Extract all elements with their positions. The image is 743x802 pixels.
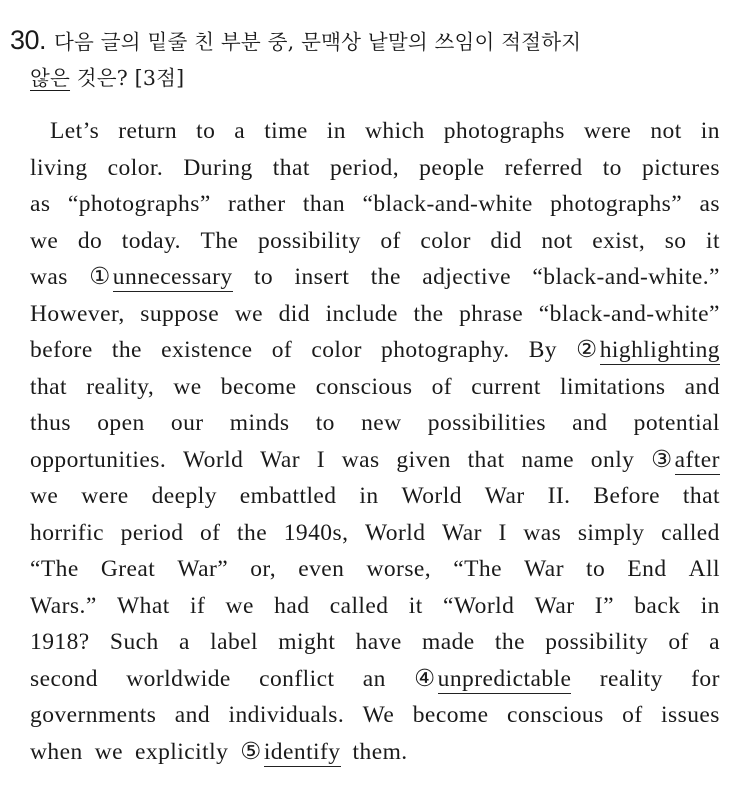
passage-word: become: [412, 702, 489, 728]
underlined-choice: [576, 332, 720, 369]
passage-word: label: [210, 629, 259, 655]
passage-word: possibilities: [427, 410, 546, 436]
passage-word: I: [316, 446, 325, 473]
choice-marker: ③: [651, 446, 673, 473]
passage-line: [30, 515, 720, 552]
passage-word: it: [408, 592, 423, 619]
passage-word: before: [30, 337, 93, 363]
passage-word: rather: [228, 191, 286, 217]
passage-word: back: [634, 592, 681, 619]
passage-word: All: [688, 556, 720, 582]
passage-word: period: [120, 519, 184, 546]
underlined-choice: [89, 259, 232, 296]
passage-word: What: [117, 592, 170, 619]
passage-word: of: [431, 373, 453, 400]
passage-word: By: [528, 337, 558, 363]
passage-word: second: [30, 665, 98, 692]
passage-word: simply: [577, 519, 645, 546]
passage-word: them.: [352, 738, 408, 765]
passage-word: Wars.”: [30, 592, 97, 619]
passage-word: War: [484, 483, 525, 509]
question-stem: [10, 22, 722, 96]
passage-word: reality: [599, 665, 663, 692]
passage-word: conscious: [506, 702, 604, 728]
passage-word: Great: [100, 556, 156, 582]
passage-word: today.: [121, 227, 182, 254]
choice-marker: ①: [89, 264, 111, 290]
passage-word: “black-and-white.”: [532, 264, 720, 290]
choice-word: unpredictable: [437, 665, 572, 692]
passage-word: II.: [547, 483, 571, 509]
passage-word: to: [602, 154, 622, 181]
passage-word: to: [315, 410, 335, 436]
passage-word: reality,: [86, 373, 155, 400]
passage-word: called: [329, 592, 389, 619]
passage-word: name: [521, 446, 575, 473]
passage-word: photographs”: [550, 191, 683, 217]
passage-word: did: [278, 300, 310, 327]
passage-word: deeply: [151, 483, 217, 509]
passage-word: was: [523, 519, 562, 546]
passage-word: a: [178, 629, 190, 655]
choice-word: highlighting: [599, 337, 720, 363]
passage-word: and: [174, 702, 211, 728]
passage-word: and: [572, 410, 608, 436]
passage-word: color.: [107, 154, 164, 181]
passage-word: in: [326, 118, 346, 144]
passage-line: [30, 223, 720, 260]
passage-word: a: [234, 118, 246, 144]
choice-marker: ⑤: [240, 738, 262, 765]
passage-word: were: [583, 118, 632, 144]
passage-word: of: [668, 629, 689, 655]
passage-word: even: [298, 556, 345, 582]
passage-word: or,: [250, 556, 277, 582]
passage-line: [30, 405, 720, 442]
passage-word: During: [183, 154, 253, 181]
passage-word: of: [199, 519, 221, 546]
passage-word: worse,: [366, 556, 432, 582]
passage-word: an: [362, 665, 386, 692]
passage-word: include: [325, 300, 398, 327]
passage-word: horrific: [30, 519, 105, 546]
passage-word: not: [541, 227, 573, 254]
passage-word: that: [682, 483, 720, 509]
passage-line: [30, 442, 720, 479]
passage-word: photographs: [443, 118, 565, 144]
passage-word: possibility: [545, 629, 649, 655]
passage-word: living: [30, 154, 88, 181]
passage-word: when: [30, 738, 83, 765]
passage-word: I”: [594, 592, 614, 619]
passage-word: suppose: [140, 300, 220, 327]
passage-word: than: [302, 191, 346, 217]
passage-word: as: [699, 191, 720, 217]
passage-word: our: [170, 410, 204, 436]
passage-word: did: [490, 227, 522, 254]
passage-word: to: [253, 264, 274, 290]
passage-word: become: [220, 373, 297, 400]
passage-word: Such: [109, 629, 159, 655]
passage-word: “World: [443, 592, 515, 619]
passage-word: World: [182, 446, 244, 473]
passage-word: War: [534, 592, 575, 619]
passage-word: and: [684, 373, 720, 400]
passage-word: Before: [593, 483, 660, 509]
passage-line: [30, 296, 720, 333]
underlined-choice: [414, 661, 571, 698]
passage-word: of: [380, 227, 401, 254]
passage-word: as: [30, 191, 51, 217]
passage-word: insert: [294, 264, 350, 290]
question-text: 다음 글의 밑줄 친 부분 중, 문맥상 낱말의 쓰임이 적절하지: [54, 30, 582, 54]
passage-word: “black-and-white: [362, 191, 533, 217]
passage-word: War: [441, 519, 482, 546]
passage-word: explicitly: [135, 738, 229, 765]
passage-line: [30, 259, 720, 296]
choice-word: after: [674, 446, 720, 473]
question-text-end: 것은? [3점]: [70, 66, 185, 90]
passage-word: World: [365, 519, 426, 546]
passage-word: was: [341, 446, 380, 473]
passage-word: phrase: [459, 300, 524, 327]
passage-word: we: [94, 738, 124, 765]
question-underlined-word: 않은: [30, 66, 71, 90]
choice-marker: ②: [576, 337, 598, 363]
passage-word: War: [524, 556, 564, 582]
passage-word: individuals.: [228, 702, 345, 728]
passage-word: potential: [633, 410, 720, 436]
passage-word: World: [401, 483, 462, 509]
underlined-choice: [651, 442, 720, 479]
passage-word: given: [396, 446, 451, 473]
passage-word: End: [627, 556, 667, 582]
passage-word: conscious: [315, 373, 413, 400]
passage-word: called: [661, 519, 720, 546]
passage-word: “The: [453, 556, 502, 582]
passage-word: in: [700, 592, 720, 619]
question-number: 30.: [10, 25, 47, 55]
underlined-choice: [240, 734, 340, 771]
passage-word: “black-and-white”: [538, 300, 720, 327]
passage-word: was: [30, 264, 68, 290]
choice-word: identify: [263, 738, 341, 765]
passage-word: had: [274, 592, 310, 619]
passage-word: issues: [661, 702, 720, 728]
passage-word: worldwide: [126, 665, 231, 692]
passage-line: [30, 551, 720, 588]
passage-word: we: [225, 592, 254, 619]
passage-word: that: [467, 446, 505, 473]
passage-line: [30, 113, 720, 150]
passage-word: people: [419, 154, 485, 181]
passage-word: in: [359, 483, 379, 509]
passage-word: possibility: [257, 227, 361, 254]
passage-word: embattled: [239, 483, 337, 509]
passage-word: for: [691, 665, 720, 692]
passage-word: to: [586, 556, 606, 582]
passage-word: time: [264, 118, 308, 144]
passage-word: which: [365, 118, 425, 144]
passage-word: War”: [177, 556, 229, 582]
passage-word: we: [30, 227, 59, 254]
passage-word: photography.: [381, 337, 510, 363]
passage-word: new: [361, 410, 402, 436]
passage-line: [30, 624, 720, 661]
passage-line: [30, 478, 720, 515]
passage-line: [30, 661, 720, 698]
passage-word: we: [30, 483, 59, 509]
passage-line: [30, 369, 720, 406]
question-line-1: [10, 22, 722, 60]
passage-word: The: [200, 227, 239, 254]
passage-word: color: [420, 227, 471, 254]
passage-word: current: [471, 373, 541, 400]
passage-word: to: [196, 118, 216, 144]
passage-word: “photographs”: [67, 191, 211, 217]
passage-word: we: [234, 300, 264, 327]
passage-line: [30, 734, 720, 771]
passage-word: were: [81, 483, 129, 509]
passage-word: I: [498, 519, 507, 546]
passage-word: adjective: [422, 264, 512, 290]
passage-word: governments: [30, 702, 157, 728]
passage-word: referred: [504, 154, 583, 181]
passage-line: [30, 588, 720, 625]
passage-word: period,: [329, 154, 400, 181]
passage-word: Let’s: [50, 118, 100, 144]
passage-word: thus: [30, 410, 71, 436]
passage-word: 1918?: [30, 629, 90, 655]
passage-word: have: [355, 629, 402, 655]
passage-line: [30, 697, 720, 734]
passage: [30, 113, 720, 770]
passage-word: exist,: [592, 227, 646, 254]
passage-word: of: [271, 337, 293, 363]
passage-word: pictures: [642, 154, 720, 181]
passage-word: that: [272, 154, 310, 181]
passage-word: open: [97, 410, 145, 436]
passage-word: in: [700, 118, 720, 144]
passage-word: if: [189, 592, 206, 619]
passage-word: conflict: [259, 665, 335, 692]
passage-word: return: [118, 118, 178, 144]
choice-marker: ④: [414, 665, 436, 692]
passage-word: only: [590, 446, 635, 473]
passage-word: 1940s,: [283, 519, 349, 546]
passage-word: the: [111, 337, 142, 363]
passage-word: we: [173, 373, 202, 400]
passage-word: do: [77, 227, 103, 254]
passage-word: We: [362, 702, 395, 728]
passage-line: [30, 186, 720, 223]
passage-line: [30, 332, 720, 369]
passage-word: a: [709, 629, 720, 655]
passage-word: opportunities.: [30, 446, 167, 473]
passage-line: [30, 150, 720, 187]
passage-word: might: [278, 629, 336, 655]
choice-word: unnecessary: [112, 264, 233, 290]
passage-word: so: [664, 227, 687, 254]
passage-word: minds: [229, 410, 290, 436]
passage-word: the: [370, 264, 401, 290]
passage-word: the: [413, 300, 444, 327]
passage-word: color: [311, 337, 362, 363]
passage-word: made: [421, 629, 475, 655]
question-line-2: [10, 60, 722, 96]
passage-word: However,: [30, 300, 125, 327]
passage-word: “The: [30, 556, 79, 582]
passage-word: the: [237, 519, 268, 546]
passage-word: limitations: [560, 373, 666, 400]
passage-word: War: [260, 446, 300, 473]
passage-word: of: [622, 702, 643, 728]
passage-word: existence: [161, 337, 253, 363]
passage-word: not: [650, 118, 682, 144]
passage-word: that: [30, 373, 68, 400]
passage-word: the: [494, 629, 525, 655]
passage-word: it: [706, 227, 720, 254]
